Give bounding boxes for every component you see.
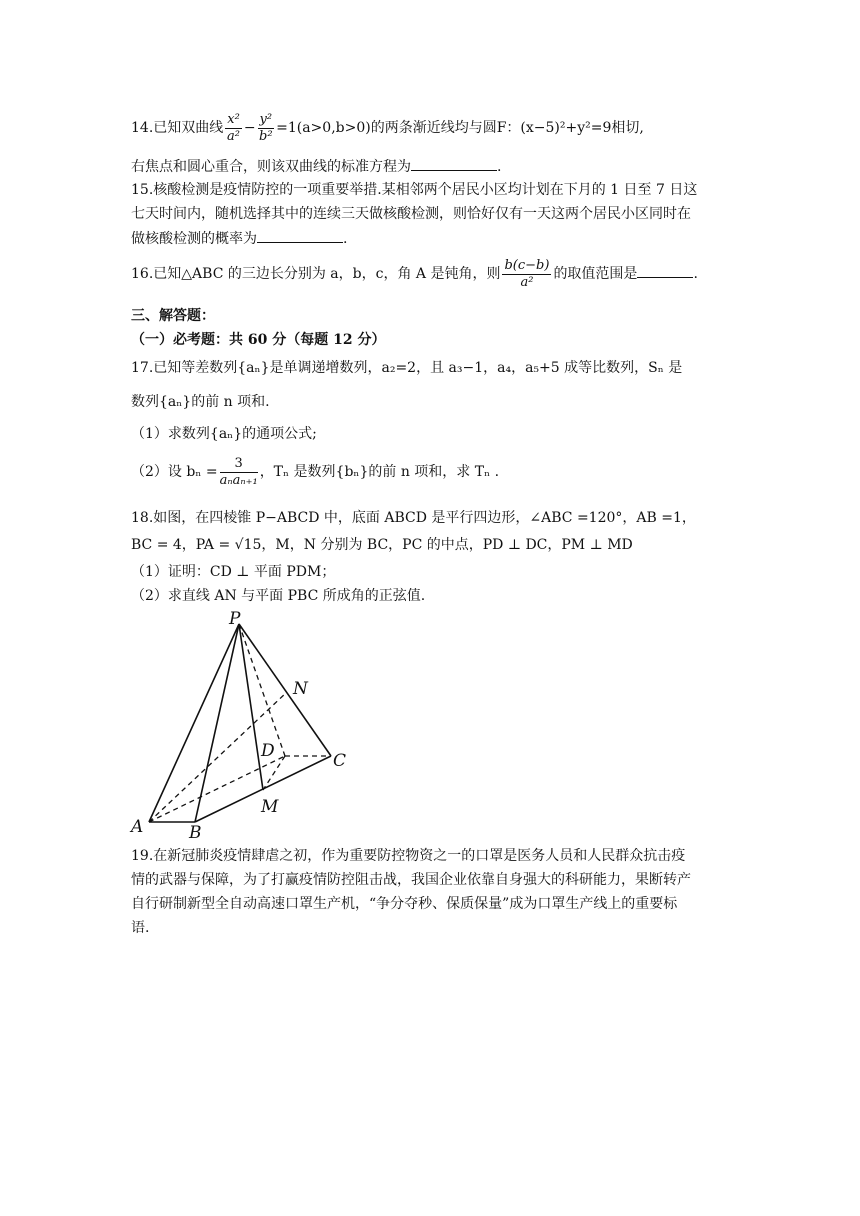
q14-mid: 的两条渐近线均与圆 (370, 120, 497, 136)
edge-PC (239, 624, 331, 756)
label-A: A (131, 817, 144, 837)
q17-line2: 数列{aₙ}的前 n 项和. (131, 394, 270, 410)
q14-line2: 右焦点和圆心重合，则该双曲线的标准方程为 . (131, 156, 731, 177)
q17-line1: 17.已知等差数列{aₙ}是单调递增数列，a₂=2，且 a₃−1，a₄，a₅+5 成等比数列，Sₙ 是 (131, 360, 683, 376)
q17-fraction: $\frac{3}{\text{aₙaₙ₊₁}}$ (219, 455, 258, 488)
q14-end: 相切, (611, 120, 644, 136)
q14-frac-y: $\frac{\text{y²}}{\text{b²}}$ (259, 111, 273, 144)
q17-part1: （1）求数列{aₙ}的通项公式; (131, 426, 317, 442)
q15-line1: 15.核酸检测是疫情防控的一项重要举措.某相邻两个居民小区均计划在下月的 1 日至 7 日这 (131, 182, 698, 198)
answer-blank (637, 263, 693, 278)
q18-line1: 18.如图，在四棱锥 P−ABCD 中，底面 ABCD 是平行四边形，∠ABC =120°，AB =1， (131, 510, 696, 526)
q15-line3: 做核酸检测的概率为 . (131, 228, 731, 249)
q19-line1: 19.在新冠肺炎疫情肆虐之初，作为重要防控物资之一的口罩是医务人员和人民群众抗击疫 (131, 848, 686, 864)
q16-fraction: $\frac{b(c-b)}{\text{a²}}$ (504, 257, 550, 290)
q17-part2: （2）设 bₙ = $\frac{3}{\text{aₙaₙ₊₁}}$ ，Tₙ 是数列{bₙ}的前 n 项和，求 Tₙ . (131, 455, 500, 488)
q19-line4: 语. (131, 920, 150, 936)
q16-line: 16.已知△ABC 的三边长分别为 a，b，c，角 A 是钝角，则 $\frac{b(c-b)}{\text{a²}}$ 的取值范围是 . (131, 257, 698, 290)
q18-part2: （2）求直线 AN 与平面 PBC 所成角的正弦值. (131, 588, 426, 604)
q14-frac-x: $\frac{\text{x²}}{\text{a²}}$ (227, 111, 241, 144)
answer-blank (257, 228, 343, 243)
q18-part1: （1）证明：CD ⊥ 平面 PDM； (131, 564, 336, 580)
q14-circle: F：(x−5)²+y²=9 (496, 120, 612, 136)
q14-line1: 14.已知双曲线 $\frac{\text{x²}}{\text{a²}}$ − $\frac{\text{y²}}{\text{b²}}$ =1(a>0,b>0)的两条渐近线均与圆F：(x−5)²+y²=9相切, (131, 111, 644, 144)
label-B: B (189, 823, 202, 840)
label-C: C (333, 751, 347, 771)
q14-prefix: 14.已知双曲线 (131, 120, 224, 136)
edge-PB (195, 624, 239, 822)
section-subheading: （一）必考题：共 60 分（每题 12 分） (131, 332, 386, 348)
label-P: P (229, 610, 241, 629)
q18-line2: BC = 4，PA = √15，M，N 分别为 BC，PC 的中点，PD ⊥ DC，PM ⊥ MD (131, 537, 633, 553)
edge-PD (239, 624, 285, 756)
edge-PM (239, 624, 263, 790)
answer-blank (411, 156, 497, 171)
section-heading: 三、解答题： (131, 308, 215, 324)
q19-line2: 情的武器与保障，为了打赢疫情防控阻击战，我国企业依靠自身强大的科研能力，果断转产 (131, 872, 691, 888)
q15-line2: 七天时间内，随机选择其中的连续三天做核酸检测，则恰好仅有一天这两个居民小区同时在 (131, 206, 691, 222)
edge-PA (149, 624, 239, 822)
pyramid-diagram (125, 610, 365, 840)
q14-condition: =1(a>0,b>0) (276, 120, 371, 136)
label-N: N (293, 679, 308, 699)
label-M: M (261, 797, 279, 817)
q19-line3: 自行研制新型全自动高速口罩生产机，“争分夺秒、保质保量”成为口罩生产线上的重要标 (131, 896, 678, 912)
label-D: D (261, 741, 275, 761)
